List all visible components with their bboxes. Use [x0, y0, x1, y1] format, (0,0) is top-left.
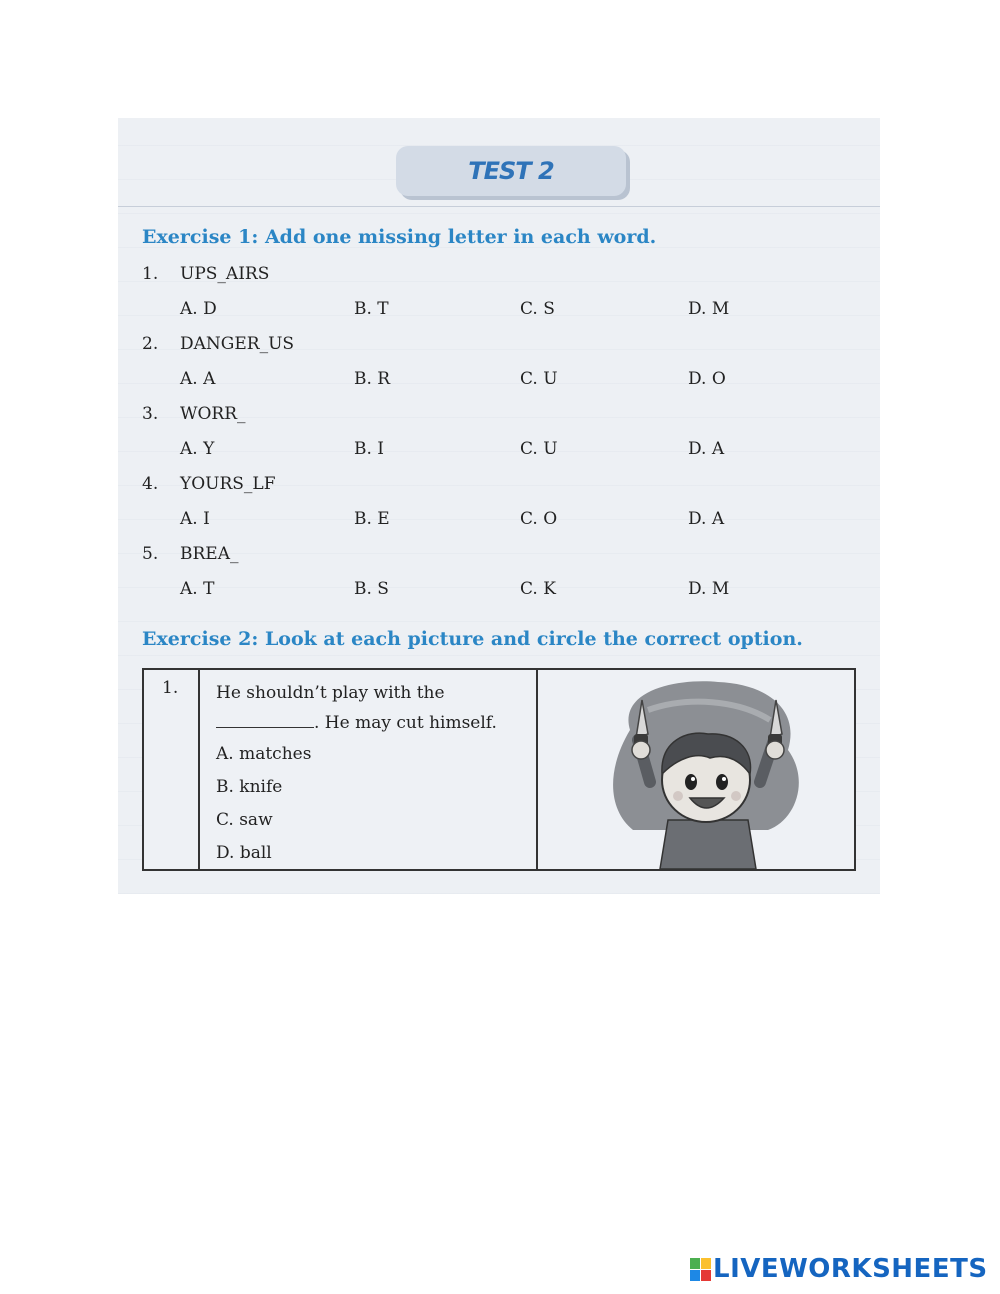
- option-a[interactable]: A. matches: [216, 744, 312, 764]
- option-b[interactable]: B. S: [354, 579, 389, 599]
- question-word: DANGER_US: [180, 334, 295, 354]
- option-d[interactable]: D. M: [688, 299, 730, 319]
- logo-grid-icon: [690, 1258, 710, 1280]
- picture-cell: [538, 670, 854, 869]
- question-word: UPS_AIRS: [180, 264, 270, 284]
- question-number: 3.: [142, 404, 159, 424]
- option-a[interactable]: A. Y: [180, 439, 215, 459]
- option-a[interactable]: A. A: [180, 369, 216, 389]
- test-title-badge: [396, 146, 626, 196]
- option-a[interactable]: A. T: [180, 579, 215, 599]
- option-c[interactable]: C. saw: [216, 810, 273, 830]
- divider: [118, 206, 880, 207]
- option-d[interactable]: D. A: [688, 509, 725, 529]
- exercise1-title: Exercise 1: Add one missing letter in each word.: [142, 226, 657, 248]
- option-c[interactable]: C. S: [520, 299, 555, 319]
- question-number: 1.: [142, 264, 159, 284]
- question-line-1: He shouldn’t play with the: [216, 683, 445, 703]
- question-cell: [200, 670, 538, 869]
- question-number: 2.: [142, 334, 159, 354]
- question-line-2-text: . He may cut himself.: [314, 713, 497, 733]
- option-b[interactable]: B. T: [354, 299, 389, 319]
- question-text: [216, 678, 497, 870]
- exercise2-title: Exercise 2: Look at each picture and circle the correct option.: [142, 628, 803, 650]
- option-a[interactable]: A. D: [180, 299, 217, 319]
- exercise2-table: [142, 668, 856, 871]
- question-word: YOURS_LF: [180, 474, 276, 494]
- option-c[interactable]: C. O: [520, 509, 558, 529]
- test-title: TEST 2: [468, 157, 554, 185]
- number-cell: [144, 670, 200, 869]
- question-number: 5.: [142, 544, 159, 564]
- option-d[interactable]: D. ball: [216, 843, 272, 863]
- question-word: WORR_: [180, 404, 246, 424]
- option-b[interactable]: B. R: [354, 369, 391, 389]
- worksheet-page: [118, 118, 880, 894]
- option-d[interactable]: D. A: [688, 439, 725, 459]
- option-b[interactable]: B. I: [354, 439, 385, 459]
- logo-text: LIVEWORKSHEETS: [713, 1254, 988, 1284]
- liveworksheets-logo: [690, 1254, 988, 1284]
- option-b[interactable]: B. E: [354, 509, 390, 529]
- option-b[interactable]: B. knife: [216, 777, 283, 797]
- question-line-2: [216, 708, 497, 738]
- option-d[interactable]: D. M: [688, 579, 730, 599]
- option-a[interactable]: A. I: [180, 509, 210, 529]
- boy-holding-knives-picture: [538, 670, 856, 869]
- option-c[interactable]: C. U: [520, 369, 558, 389]
- answer-blank[interactable]: [216, 709, 314, 728]
- option-c[interactable]: C. U: [520, 439, 558, 459]
- option-c[interactable]: C. K: [520, 579, 556, 599]
- item-number: 1.: [162, 678, 179, 698]
- option-d[interactable]: D. O: [688, 369, 726, 389]
- question-number: 4.: [142, 474, 159, 494]
- question-word: BREA_: [180, 544, 239, 564]
